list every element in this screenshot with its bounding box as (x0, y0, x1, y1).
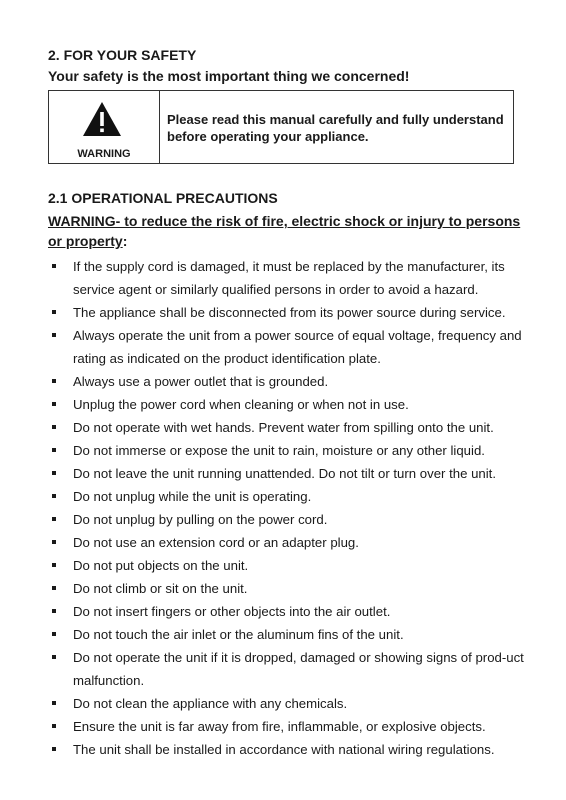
list-item (48, 738, 528, 761)
bullet-icon (52, 333, 56, 337)
list-item-text: Always operate the unit from a power source of equal voltage, frequency and rating as indicated on the product identification plate. (73, 328, 522, 366)
section-subtitle: Your safety is the most important thing we concerned! (48, 68, 410, 84)
list-item-text: Do not operate the unit if it is dropped, damaged or showing signs of prod-uct malfunction. (73, 650, 524, 688)
bullet-icon (52, 494, 56, 498)
list-item (48, 715, 528, 738)
list-item (48, 485, 528, 508)
list-item (48, 393, 528, 416)
warning-heading-text: WARNING- to reduce the risk of fire, electric shock or injury to persons or property (48, 213, 521, 249)
bullet-icon (52, 632, 56, 636)
list-item (48, 600, 528, 623)
bullet-icon (52, 425, 56, 429)
list-item-text: The unit shall be installed in accordance with national wiring regulations. (73, 742, 495, 757)
list-item-text: If the supply cord is damaged, it must be replaced by the manufacturer, its service agent or similarly qualified persons in order to avoid a hazard. (73, 259, 505, 297)
list-item (48, 554, 528, 577)
warning-triangle-icon (82, 101, 122, 137)
bullet-icon (52, 517, 56, 521)
bullet-icon (52, 540, 56, 544)
list-item-text: Do not climb or sit on the unit. (73, 581, 248, 596)
list-item (48, 531, 528, 554)
warning-label: WARNING (77, 148, 131, 160)
list-item (48, 324, 528, 370)
bullet-icon (52, 448, 56, 452)
bullet-icon (52, 701, 56, 705)
bullet-icon (52, 586, 56, 590)
list-item-text: Do not insert fingers or other objects into the air outlet. (73, 604, 391, 619)
list-item-text: The appliance shall be disconnected from its power source during service. (73, 305, 506, 320)
list-item (48, 416, 528, 439)
bullet-icon (52, 724, 56, 728)
bullet-icon (52, 402, 56, 406)
list-item-text: Do not operate with wet hands. Prevent water from spilling onto the unit. (73, 420, 494, 435)
warning-icon-cell (49, 91, 160, 163)
list-item (48, 370, 528, 393)
list-item-text: Do not immerse or expose the unit to rain, moisture or any other liquid. (73, 443, 485, 458)
list-item (48, 577, 528, 600)
list-item (48, 508, 528, 531)
list-item-text: Ensure the unit is far away from fire, inflammable, or explosive objects. (73, 719, 486, 734)
bullet-icon (52, 264, 56, 268)
list-item (48, 646, 528, 692)
bullet-icon (52, 379, 56, 383)
list-item (48, 692, 528, 715)
warning-heading (48, 211, 528, 251)
precautions-list (48, 255, 528, 761)
list-item-text: Always use a power outlet that is grounded. (73, 374, 329, 389)
warning-heading-colon: : (122, 233, 128, 249)
list-item-text: Unplug the power cord when cleaning or when not in use. (73, 397, 409, 412)
list-item (48, 439, 528, 462)
warning-box (48, 90, 514, 164)
list-item (48, 301, 528, 324)
precautions-title: 2.1 OPERATIONAL PRECAUTIONS (48, 190, 278, 206)
list-item-text: Do not use an extension cord or an adapter plug. (73, 535, 359, 550)
list-item-text: Do not unplug while the unit is operating. (73, 489, 312, 504)
list-item (48, 255, 528, 301)
bullet-icon (52, 563, 56, 567)
list-item-text: Do not leave the unit running unattended. Do not tilt or turn over the unit. (73, 466, 497, 481)
warning-text: Please read this manual carefully and fully understand before operating your appliance. (167, 112, 504, 144)
bullet-icon (52, 609, 56, 613)
section-title: 2. FOR YOUR SAFETY (48, 47, 197, 63)
list-item (48, 623, 528, 646)
list-item (48, 462, 528, 485)
list-item-text: Do not unplug by pulling on the power cord. (73, 512, 328, 527)
bullet-icon (52, 747, 56, 751)
list-item-text: Do not touch the air inlet or the aluminum fins of the unit. (73, 627, 404, 642)
list-item-text: Do not put objects on the unit. (73, 558, 249, 573)
bullet-icon (52, 471, 56, 475)
bullet-icon (52, 655, 56, 659)
list-item-text: Do not clean the appliance with any chemicals. (73, 696, 348, 711)
bullet-icon (52, 310, 56, 314)
